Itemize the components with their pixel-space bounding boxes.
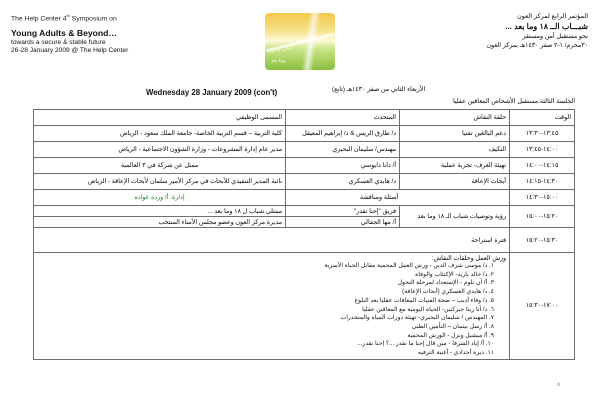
- workshops-cell: [34, 253, 510, 360]
- table-row: [34, 126, 575, 142]
- row-time: ١٤:١٥-١٤:٠٠: [510, 158, 575, 174]
- row-job-title: نائبة المدير التنفيذي للأبحاث في مركز الأمير سلمان لأبحاث الإعاقة - الرياض: [34, 174, 286, 190]
- row-speaker: د/ هايدي العسكري: [286, 174, 400, 190]
- row-topic: أبحاث الإعاقة: [400, 174, 510, 190]
- row-time: ١٣:٤٥-١٣:٣٠: [510, 126, 575, 142]
- table-row: [34, 174, 575, 190]
- workshop-item: ٩. أ/ ميشيل ونزل - الورش المحمية: [407, 331, 494, 339]
- workshops-heading: ورش العمل وحلقات النقاش:: [431, 255, 506, 262]
- row-job-title: مدير عام إدارة المشروعات - وزارة الشؤون الاجتماعية - الرياض: [34, 142, 286, 158]
- workshop-item: ٨. أ/ رسل بيتمان – التأمين الطبي: [411, 322, 494, 330]
- row-time: ١٤:٠٠-١٣:٤٥: [510, 142, 575, 158]
- workshops-time: ١٧:٠٠-١٥:٣٠: [510, 253, 575, 360]
- symposium-date-en: 26-28 January 2009 @ The Help Center: [11, 47, 129, 55]
- logo-text-2: وما بعد: [271, 58, 286, 64]
- row-speaker: أ/ دانا دايوسي: [286, 158, 400, 174]
- logo-text: شباب الـ ١٨: [268, 44, 294, 56]
- qa-row: [34, 190, 575, 206]
- workshop-item: ٢. د/ خالد باريد- الإكتئاب والوفاة: [415, 270, 494, 278]
- symposium-subtitle-en: towards a secure & stable future: [11, 39, 106, 47]
- page-number: ٥: [557, 382, 560, 388]
- header-english: [11, 13, 211, 54]
- symposium-date-ar: ٣٠محرم/ ١-٢ صفر ١٤٣٠هـ بمركز العون: [486, 42, 588, 49]
- table-header-row: [34, 110, 575, 126]
- workshop-item: ٤. د/ هايدي العسكري (أبحاث الإعاقة): [402, 288, 494, 296]
- symposium-subtitle-ar: نحو مستقبل آمن ومستقر: [522, 33, 588, 40]
- header-arabic: [328, 12, 588, 49]
- vision-row-1: [34, 206, 575, 217]
- row-time: ١٤:٣٠-١٤:١٥: [510, 174, 575, 190]
- qa-time: ١٥:٠٠-١٤:٣٠: [510, 190, 575, 206]
- vision-time: ١٥:٢٠-١٥:٠٠: [510, 206, 575, 228]
- workshop-item: ٥. د/ وفاء أديب – صحة الفتيات المعاقات عقليا بعد البلوغ: [354, 296, 494, 304]
- symposium-logo: [265, 13, 335, 70]
- session-title: الجلسة الثالثة:مستقبل الأشخاص المعاقين عقليا: [452, 98, 575, 105]
- workshop-item: ١. د/ موسى شرف الدين - ورش العمل المحمية مقابل الحياة الأسرية: [324, 262, 494, 269]
- vision-title-1: ممثلي شباب ل ١٨ وما بعد ...: [34, 206, 286, 217]
- symposium-title-en: Young Adults & Beyond…: [11, 28, 117, 39]
- workshop-item: ٧. المهندس / سليمان البحيري- تهيئة دورات المياه والمنحدرات: [340, 314, 494, 322]
- table-row: [34, 142, 575, 158]
- break-time: ١٥:٣٠-١٥:٢٠: [510, 228, 575, 253]
- qa-label: أسئلة ومناقشة: [286, 190, 510, 206]
- row-topic: دعم البالغين تقنيا: [400, 126, 510, 142]
- day-heading-en: Wednesday 28 January 2009 (con't): [146, 88, 278, 97]
- workshop-item: ٣. أ/ آن بلوم - الإستعداد لمرحلة التحول: [397, 279, 494, 287]
- workshop-item: ٦. د/ آنا رينا جيركتين- الحياة اليومية مع المعاقين عقليا: [362, 305, 494, 313]
- row-speaker: مهندس/ سليمان البحيري: [286, 142, 400, 158]
- break-label: فترة استراحة: [34, 228, 510, 253]
- header-time: الوقت: [510, 110, 575, 126]
- row-topic: تهيئة الغرف- تجربة عملية: [400, 158, 510, 174]
- table-row: [34, 158, 575, 174]
- vision-speaker-1: فريق "إحنا نقدر": [286, 206, 400, 217]
- row-topic: التكيف: [400, 142, 510, 158]
- symposium-line-ar: المؤتمر الرابع لمركز العون: [517, 13, 588, 20]
- header-job-title: المسمى الوظيفي: [34, 110, 286, 126]
- row-job-title: كلية التربية – قسم التربية الخاصة- جامعة الملك سعود - الرياض: [34, 126, 286, 142]
- row-job-title: ممثل عن شركة في ٣ العالمية: [34, 158, 286, 174]
- vision-title-2: مديرة مركز العون وعضو مجلس الأمناء المنتخب: [34, 217, 286, 228]
- workshop-item: ١٠. أ/ إياد الشرقا - مين قال إحنا ما نقدر ...؟ إحنا نقدر...: [357, 340, 494, 348]
- header-topic: حلقة النقاش: [400, 110, 510, 126]
- qa-moderator: إدارة: أ/ ورده عواده: [34, 190, 286, 206]
- workshop-item: ١١. ديرة أجدادي - أغنية الترفيه: [417, 349, 494, 357]
- workshops-row: [34, 253, 575, 360]
- vision-speaker-2: أ/ مها الجفالي: [286, 217, 400, 228]
- schedule-table: [33, 109, 575, 360]
- break-row: [34, 228, 575, 253]
- day-heading-ar: الأربعاء الثاني من صفر ١٤٣٠هـ (تابع): [332, 86, 426, 93]
- row-speaker: د/ طارق الريس & د/ إبراهيم المعيقل: [286, 126, 400, 142]
- workshops-list: [37, 262, 506, 358]
- header-speaker: المتحدث: [286, 110, 400, 126]
- symposium-title-ar: شبـــاب الــ ١٨ وما بعد ...: [505, 22, 588, 31]
- vision-topic: رؤية وتوصيات شباب الـ ١٨ وما بعد: [400, 206, 510, 228]
- symposium-line: The Help Center 4th Symposium on: [11, 13, 117, 23]
